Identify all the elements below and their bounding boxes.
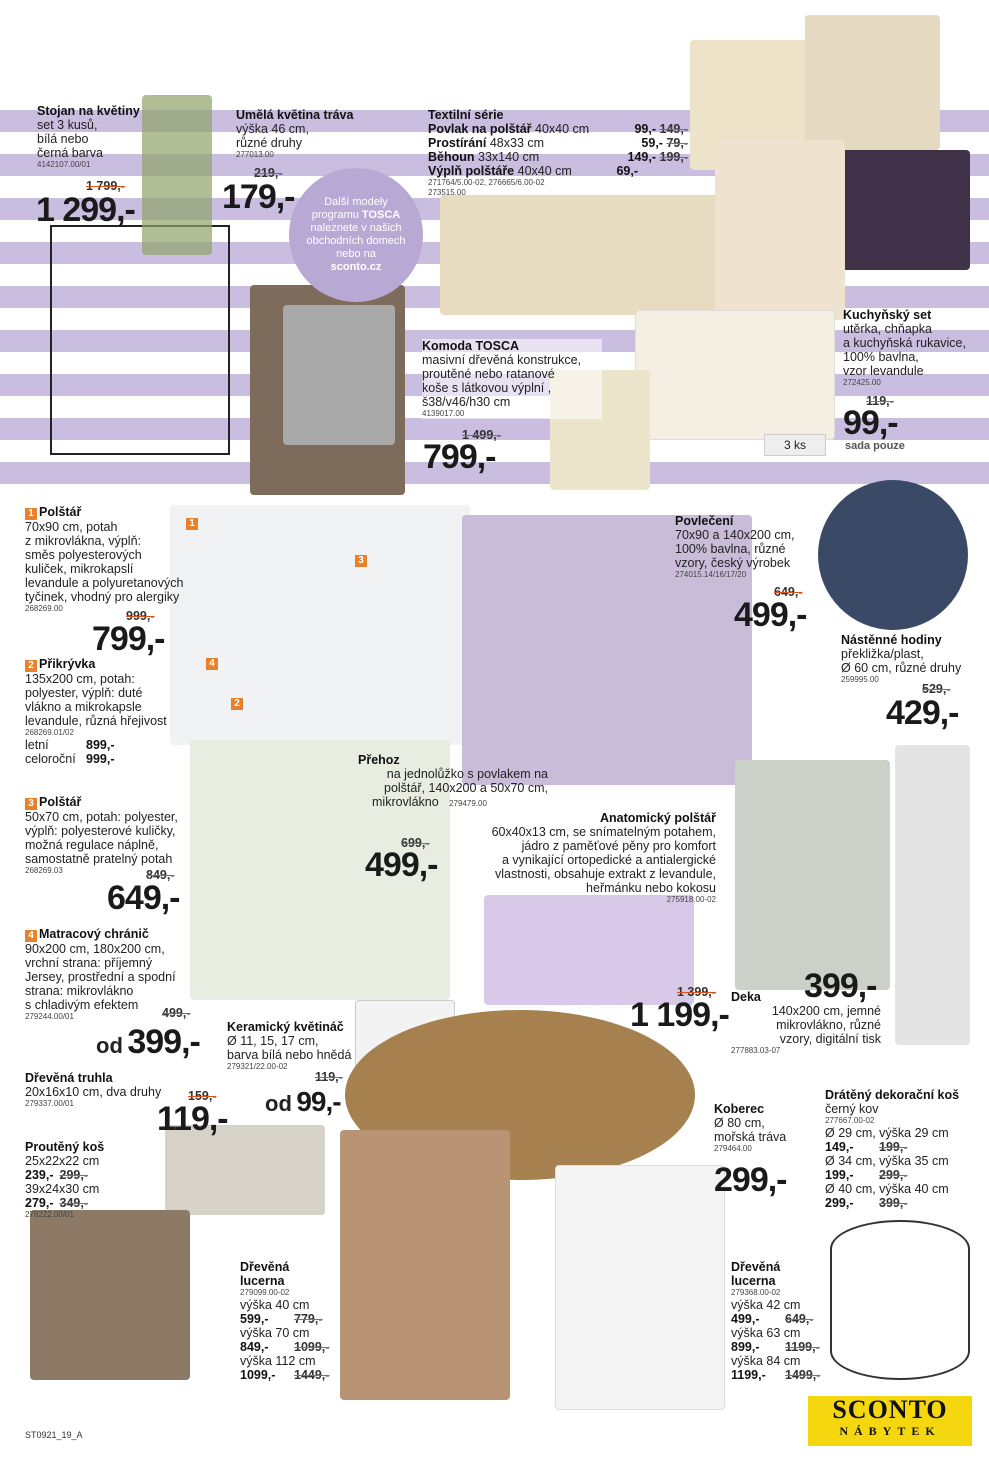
mattress-ref: 279244.00/01 (25, 1012, 74, 1021)
image-marker-4: 4 (206, 658, 218, 670)
tosca-promo-circle (289, 168, 423, 302)
rug-price: 299,- (714, 1161, 787, 1199)
pillow-1-line: levandule a polyuretanových (25, 576, 184, 590)
duvet-variant: celoroční (25, 752, 76, 766)
pillow-1-ref: 268269.00 (25, 604, 63, 613)
grass-plant-image (142, 95, 212, 255)
mattress-title: Matracový chránič (39, 927, 149, 941)
clock-info (841, 633, 981, 685)
lantern-price-row (731, 1312, 831, 1326)
artificial-flower-price: 179,- (222, 178, 295, 216)
anatomic-ref: 275918.00-02 (666, 895, 716, 904)
lantern-ref: 279099.00-02 (240, 1288, 290, 1297)
mattress-line: 90x200 cm, 180x200 cm, (25, 942, 165, 956)
duvet-price-row (25, 752, 195, 766)
lantern-price-row (240, 1312, 340, 1326)
dresser-ref: 4139017.00 (422, 409, 465, 418)
textile-price: 149,- (627, 150, 657, 164)
mattress-line: s chladivým efektem (25, 998, 139, 1012)
bedspread-title: Přehoz (358, 753, 400, 767)
artificial-flower-line: různé druhy (236, 136, 303, 150)
bed-linen-title: Povlečení (675, 514, 734, 528)
wire-basket-price-row (825, 1168, 985, 1182)
lantern-old-price: 779,- (294, 1312, 323, 1326)
textile-ref: 273515.00 (428, 188, 466, 197)
duvet-line: vlákno a mikrokapsle (25, 700, 142, 714)
plant-stand-ref: 4142107.00/01 (37, 160, 91, 169)
lantern-price-row (240, 1340, 340, 1354)
chest-title: Dřevěná truhla (25, 1071, 113, 1085)
pillow-3-price: 649,- (107, 879, 180, 917)
dresser-line: masivní dřevěná konstrukce, (422, 353, 582, 367)
kitchen-line: utěrka, chňapka (843, 322, 932, 336)
basket-price-row (25, 1196, 135, 1210)
bed-linen-line: 100% bavlna, různé (675, 542, 786, 556)
textile-name: Povlak na polštář (428, 122, 532, 136)
pillow-1-title: Polštář (39, 505, 82, 519)
mattress-line: strana: mikrovlákno (25, 984, 134, 998)
duvet-ref: 268269.01/02 (25, 728, 74, 737)
dresser-title: Komoda TOSCA (422, 339, 519, 353)
bedspread-line: polštář, 140x200 a 50x70 cm, (384, 781, 548, 795)
basket-size: 39x24x30 cm (25, 1182, 100, 1196)
dresser-info (422, 339, 602, 419)
lantern-price: 599,- (240, 1312, 269, 1326)
blanket-image (735, 760, 890, 990)
lantern-size: výška 84 cm (731, 1354, 801, 1368)
duvet-price-row (25, 738, 195, 752)
pillow-3-title: Polštář (39, 795, 82, 809)
wire-basket-old-price: 199,- (879, 1140, 908, 1154)
ceramic-line: barva bílá nebo hnědá (227, 1048, 352, 1062)
duvet-info (25, 657, 195, 766)
pillow-1-price: 799,- (92, 620, 165, 658)
promo-text: programu (311, 209, 359, 221)
dresser-line: proutěné nebo ratanové (422, 367, 555, 381)
wire-basket-size: Ø 34 cm, výška 35 cm (825, 1154, 949, 1168)
textile-name: Výplň polštáře (428, 164, 515, 178)
blanket-info (731, 990, 881, 1056)
duvet-title: Přikrývka (39, 657, 96, 671)
lantern-price: 499,- (731, 1312, 760, 1326)
kitchen-ref: 272425.00 (843, 378, 881, 387)
artificial-flower-title: Umělá květina tráva (236, 108, 354, 122)
basket-old-price: 299,- (59, 1168, 88, 1182)
bedspread-ref: 279479.00 (449, 799, 487, 808)
runner-image (715, 140, 845, 320)
kitchen-line: 100% bavlna, (843, 350, 919, 364)
kitchen-price: 99,- (843, 404, 898, 442)
duvet-line: polyester, výplň: duté (25, 686, 143, 700)
dresser-line: koše s látkovou výplní , (422, 381, 552, 395)
image-marker-2: 2 (231, 698, 243, 710)
textile-name: Prostírání (428, 136, 487, 150)
placemats-image (440, 195, 720, 315)
textile-size: 40x40 cm (517, 164, 572, 178)
pillow-1-line: kuliček, mikrokapslí (25, 562, 134, 576)
textile-row (428, 164, 638, 178)
white-lantern-info (731, 1260, 831, 1382)
blanket-line: 140x200 cm, jemné (771, 1004, 881, 1018)
lantern-price-row (731, 1368, 831, 1382)
lantern-price: 1199,- (731, 1368, 766, 1382)
baskets-image (283, 305, 395, 445)
artificial-flower-info (236, 108, 366, 160)
clock-line: překližka/plast, (841, 647, 924, 661)
wire-basket-ref: 277667.00-02 (825, 1116, 875, 1125)
kitchen-set-image (635, 310, 835, 440)
price-prefix: od (96, 1033, 123, 1058)
logo-wordmark: SCONTO (832, 1395, 948, 1424)
bedspread-old-price: 699,- (401, 836, 430, 850)
promo-brand: TOSCA (361, 209, 401, 221)
kitchen-title: Kuchyňský set (843, 308, 932, 322)
lantern-old-price: 1449,- (294, 1368, 330, 1382)
pillow-3-line: 50x70 cm, potah: polyester, (25, 810, 178, 824)
basket-size: 25x22x22 cm (25, 1154, 100, 1168)
lantern-title: lucerna (731, 1274, 776, 1288)
price-prefix: od (265, 1091, 292, 1116)
logo-subtitle: NÁBYTEK (839, 1424, 941, 1438)
wire-basket-size: Ø 29 cm, výška 29 cm (825, 1126, 949, 1140)
promo-line: naleznete v našich (310, 222, 402, 234)
pillow-3-old-price: 849,- (146, 868, 175, 882)
lantern-price: 899,- (731, 1340, 760, 1354)
bed-linen-old-price: 649,- (774, 585, 803, 599)
textile-title: Textilní série (428, 108, 504, 122)
promo-line: obchodních domech (306, 235, 406, 247)
chest-price: 119,- (157, 1100, 228, 1138)
basket-ref: 278222.00/01 (25, 1210, 74, 1219)
duvet-variant-price: 899,- (86, 738, 115, 752)
wire-basket-line: černý kov (825, 1102, 879, 1116)
image-marker-1: 1 (186, 518, 198, 530)
mattress-line: Jersey, prostřední a spodní (25, 970, 176, 984)
anatomic-line: vlastnosti, obsahuje extrakt z levandule, (495, 867, 716, 881)
blanket-ref: 277883.03-07 (731, 1046, 781, 1055)
duvet-number: 2 (25, 660, 37, 672)
lantern-old-price: 1099,- (294, 1340, 330, 1354)
lantern-size: výška 40 cm (240, 1298, 310, 1312)
blanket-price: 399,- (804, 967, 877, 1005)
clock-line: Ø 60 cm, různé druhy (841, 661, 962, 675)
bedspread-price: 499,- (365, 846, 438, 884)
anatomic-line: heřmánku nebo kokosu (586, 881, 716, 895)
ceramic-title: Keramický květináč (227, 1020, 344, 1034)
sconto-logo[interactable] (808, 1396, 972, 1446)
wire-basket-old-price: 299,- (879, 1168, 908, 1182)
anatomic-pillow-info (470, 811, 716, 905)
wicker-basket-image (30, 1210, 190, 1380)
bedspread-info (358, 753, 548, 809)
wire-basket-size: Ø 40 cm, výška 40 cm (825, 1182, 949, 1196)
quantity-tag: 3 ks (764, 434, 826, 456)
lantern-size: výška 42 cm (731, 1298, 801, 1312)
wire-basket-price-row (825, 1140, 985, 1154)
plant-stand-title: Stojan na květiny (37, 104, 140, 118)
plant-stand-price: 1 299,- (36, 191, 135, 229)
mattress-number: 4 (25, 930, 37, 942)
dresser-old-price: 1 499,- (462, 428, 501, 442)
plant-stand-line: bílá nebo (37, 132, 89, 146)
ceramic-price: 99,- (296, 1086, 341, 1117)
plant-stand-info (37, 104, 147, 170)
rug-line: mořská tráva (714, 1130, 787, 1144)
textile-series-info (428, 108, 688, 198)
pillows-duvet-image (170, 505, 470, 745)
bed-linen-info (675, 514, 815, 580)
clock-ref: 259995.00 (841, 675, 879, 684)
pillow-1-line: 70x90 cm, potah (25, 520, 118, 534)
pillow-3-info (25, 795, 195, 876)
wall-clock-image (818, 480, 968, 630)
textile-size: 40x40 cm (535, 122, 590, 136)
anatomic-line: jádro z paměťové pěny pro komfort (521, 839, 716, 853)
wire-basket-old-price: 399,- (879, 1196, 908, 1210)
wire-basket-price: 149,- (825, 1140, 854, 1154)
bedspread-line: mikrovlákno (372, 795, 439, 809)
blanket-line: vzory, digitální tisk (779, 1032, 881, 1046)
textile-size: 33x140 cm (478, 150, 540, 164)
kitchen-set-info (843, 308, 983, 388)
wire-basket-title: Drátěný dekorační koš (825, 1088, 960, 1102)
anatomic-price: 1 199,- (630, 996, 729, 1034)
clock-title: Nástěnné hodiny (841, 633, 942, 647)
anatomic-line: a vynikající ortopedické a antialergické (501, 853, 716, 867)
basket-price: 239,- (25, 1168, 54, 1182)
lantern-old-price: 1199,- (785, 1340, 820, 1354)
ceramic-price-block (265, 1085, 341, 1119)
chest-line: 20x16x10 cm, dva druhy (25, 1085, 162, 1099)
rug-line: Ø 80 cm, (714, 1116, 765, 1130)
basket-price-row (25, 1168, 135, 1182)
pillow-3-line: samostatně pratelný potah (25, 852, 173, 866)
pillow-1-line: směs polyesterových (25, 548, 142, 562)
lantern-title: Dřevěná (731, 1260, 781, 1274)
duvet-line: 135x200 cm, potah: (25, 672, 135, 686)
mattress-price: 399,- (127, 1023, 200, 1061)
basket-price: 279,- (25, 1196, 54, 1210)
wire-basket-price-row (825, 1196, 985, 1210)
basket-title: Proutěný koš (25, 1140, 105, 1154)
textile-old-price: 199,- (659, 150, 688, 164)
lantern-title: lucerna (240, 1274, 285, 1288)
blanket-line: mikrovlákno, různé (776, 1018, 881, 1032)
promo-link[interactable]: sconto.cz (330, 261, 382, 273)
wooden-lanterns-image (340, 1130, 510, 1400)
kitchen-line: a kuchyňská rukavice, (843, 336, 966, 350)
chest-old-price: 159,- (188, 1089, 217, 1103)
promo-line (289, 209, 423, 222)
textile-name: Běhoun (428, 150, 475, 164)
basket-old-price: 349,- (59, 1196, 88, 1210)
pillow-1-line: tyčinek, vhodný pro alergiky (25, 590, 180, 604)
textile-row (428, 122, 688, 136)
plant-stand-line: set 3 kusů, (37, 118, 98, 132)
anatomic-line: 60x40x13 cm, se snímatelným potahem, (491, 825, 716, 839)
lantern-price: 1099,- (240, 1368, 276, 1382)
plant-stand-line: černá barva (37, 146, 104, 160)
pillow-image-2 (805, 15, 940, 150)
lantern-price-row (240, 1368, 340, 1382)
chest-ref: 279337.00/01 (25, 1099, 74, 1108)
duvet-variant-price: 999,- (86, 752, 115, 766)
rug-info (714, 1102, 814, 1154)
white-lanterns-image (555, 1165, 725, 1410)
lantern-old-price: 1499,- (785, 1368, 821, 1382)
bed-linen-line: vzory, český výrobek (675, 556, 791, 570)
ceramic-pot-info (227, 1020, 367, 1072)
textile-row (428, 150, 688, 164)
basket-info (25, 1140, 135, 1220)
duvet-line: levandule, různá hřejivost (25, 714, 167, 728)
image-marker-3: 3 (355, 555, 367, 567)
mattress-line: vrchní strana: příjemný (25, 956, 153, 970)
pillow-1-info (25, 505, 195, 614)
lantern-size: výška 63 cm (731, 1326, 801, 1340)
rug-title: Koberec (714, 1102, 765, 1116)
blanket-samples-image (895, 745, 970, 1045)
bed-linen-line: 70x90 a 140x200 cm, (675, 528, 795, 542)
artificial-flower-ref: 277013.00 (236, 150, 274, 159)
footer-code: ST0921_19_A (25, 1430, 83, 1440)
dresser-price: 799,- (423, 438, 496, 476)
rug-ref: 279464.00 (714, 1144, 752, 1153)
artificial-flower-old-price: 219,- (254, 166, 283, 180)
wire-basket-image (830, 1220, 970, 1380)
pillow-image-3 (840, 150, 970, 270)
lantern-ref: 279368.00-02 (731, 1288, 781, 1297)
bed-linen-price: 499,- (734, 596, 807, 634)
wire-basket-info (825, 1088, 985, 1210)
anatomic-title: Anatomický polštář (599, 811, 716, 825)
wooden-chest-image (165, 1125, 325, 1215)
lantern-size: výška 70 cm (240, 1326, 310, 1340)
blanket-title: Deka (731, 990, 761, 1004)
textile-row (428, 136, 688, 150)
bedspread-line-with-ref (358, 795, 548, 809)
textile-old-price: 79,- (666, 136, 688, 150)
lantern-size: výška 112 cm (240, 1354, 316, 1368)
kitchen-old-price: 119,- (866, 394, 894, 408)
mattress-price-block (96, 1025, 200, 1059)
clock-price: 429,- (886, 694, 959, 732)
textile-ref: 271764/5.00-02, 276665/6.00-02 (428, 178, 545, 187)
lantern-old-price: 649,- (785, 1312, 814, 1326)
wooden-lantern-info (240, 1260, 340, 1382)
bed-linen-ref: 274015.14/16/17/20 (675, 570, 747, 579)
lantern-price-row (731, 1340, 831, 1354)
anatomic-old-price: 1 399,- (677, 985, 716, 999)
pillow-1-line: z mikrovlákna, výplň: (25, 534, 142, 548)
wire-basket-price: 299,- (825, 1196, 854, 1210)
pillow-1-number: 1 (25, 508, 37, 520)
pillow-3-line: možná regulace náplně, (25, 838, 159, 852)
bedspread-line: na jednolůžko s povlakem na (386, 767, 548, 781)
textile-price: 69,- (616, 164, 638, 178)
textile-price: 59,- (641, 136, 663, 150)
textile-price: 99,- (634, 122, 657, 136)
promo-line: nebo na (336, 248, 376, 260)
mattress-old-price: 499,- (162, 1006, 191, 1020)
ceramic-ref: 279321/22.00-02 (227, 1062, 288, 1071)
ceramic-line: Ø 11, 15, 17 cm, (227, 1034, 319, 1048)
pillow-3-line: výplň: polyesterové kuličky, (25, 824, 176, 838)
dresser-line: š38/v46/h30 cm (422, 395, 511, 409)
plant-stand-image (50, 225, 230, 455)
pillow-3-ref: 268269.03 (25, 866, 63, 875)
textile-size: 48x33 cm (489, 136, 545, 150)
kitchen-line: vzor levandule (843, 364, 924, 378)
lantern-price: 849,- (240, 1340, 269, 1354)
pillow-3-number: 3 (25, 798, 37, 810)
duvet-variant: letní (25, 738, 49, 752)
clock-old-price: 529,- (922, 682, 951, 696)
lantern-title: Dřevěná (240, 1260, 290, 1274)
anatomic-pillow-image (484, 895, 694, 1005)
pillow-1-old-price: 999,- (126, 609, 155, 623)
wire-basket-price: 199,- (825, 1168, 854, 1182)
promo-line: Další modely (324, 196, 388, 208)
kitchen-note: sada pouze (845, 440, 905, 452)
artificial-flower-line: výška 46 cm, (236, 122, 309, 136)
textile-old-price: 149,- (659, 122, 688, 136)
plant-stand-old-price: 1 799,- (86, 179, 125, 193)
ceramic-old-price: 119,- (315, 1070, 343, 1084)
